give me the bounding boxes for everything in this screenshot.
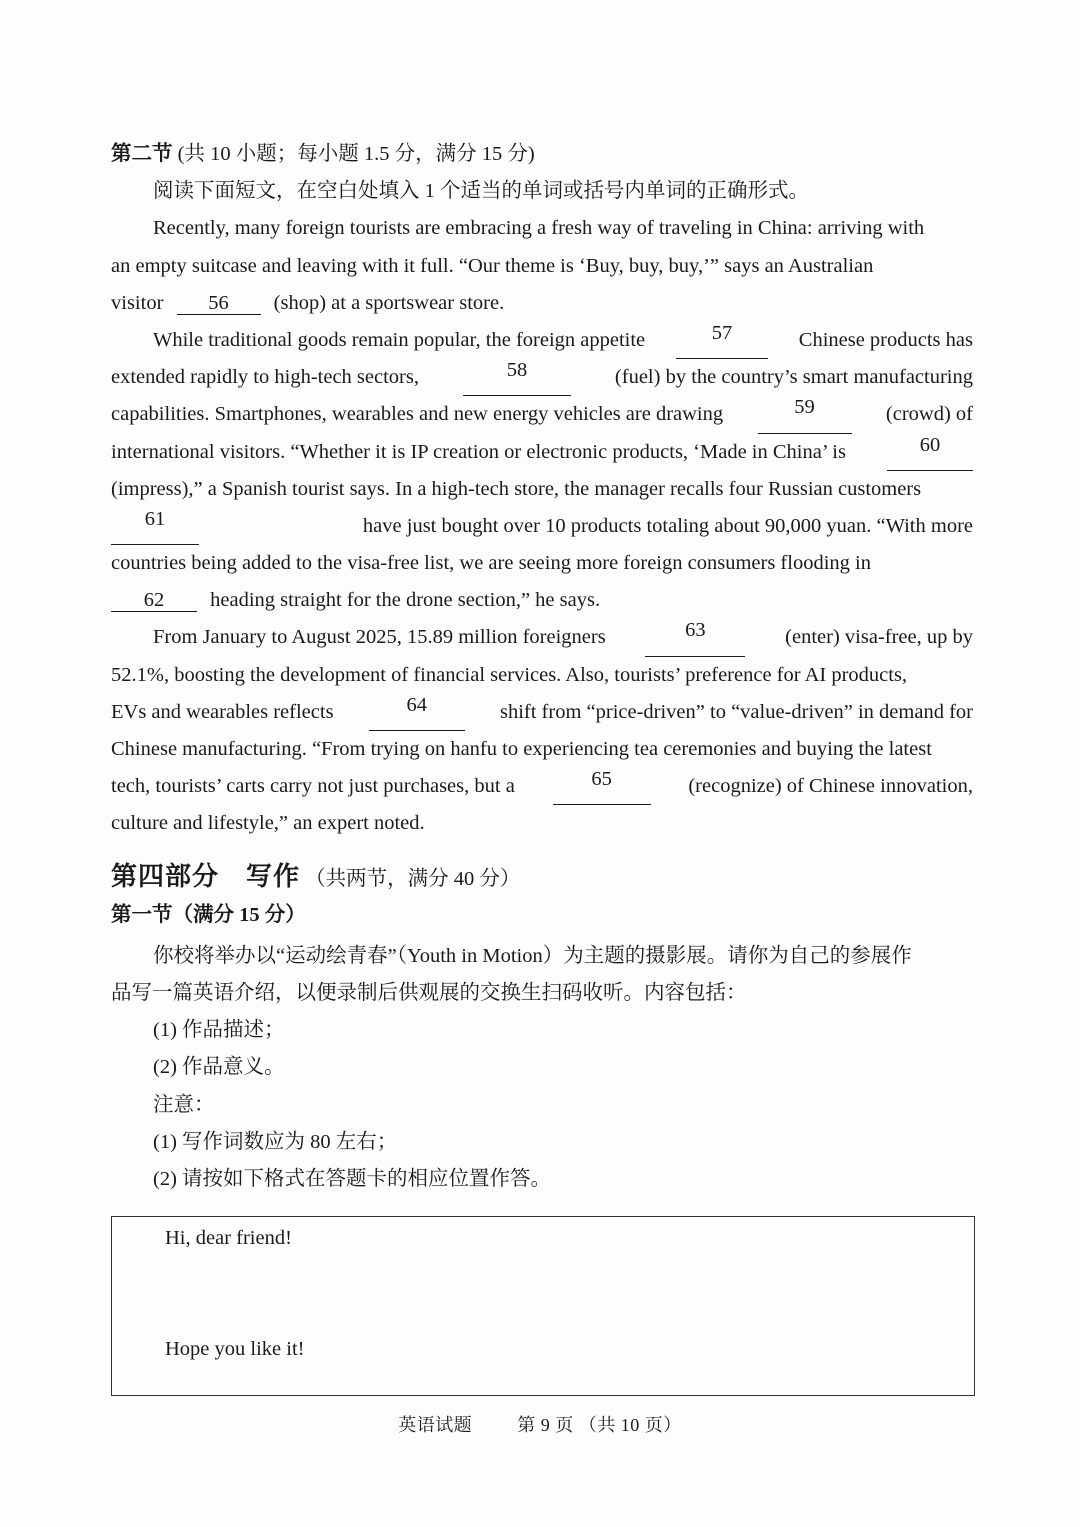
blank-59: 59 <box>758 396 852 433</box>
passage-text: While traditional goods remain popular, the foreign appetite <box>153 328 646 351</box>
blank-56: 56 <box>177 292 261 315</box>
passage-line <box>111 768 973 805</box>
section2-subtitle: (共 10 小题；每小题 1.5 分，满分 15 分) <box>177 143 535 165</box>
writing-prompt: 品写一篇英语介绍，以便录制后供观展的交换生扫码收听。内容包括： <box>111 981 747 1004</box>
letter-greeting: Hi, dear friend! <box>165 1227 292 1249</box>
note-title: 注意： <box>153 1093 215 1116</box>
letter-closing: Hope you like it! <box>165 1338 305 1360</box>
blank-65: 65 <box>553 768 651 805</box>
passage-text: extended rapidly to high-tech sectors, <box>111 366 419 389</box>
passage-line <box>111 210 973 247</box>
passage-line <box>111 508 973 545</box>
passage-text: countries being added to the visa-free list, we are seeing more foreign consumers flooding in <box>111 552 871 575</box>
passage-line <box>111 657 973 694</box>
passage-text: From January to August 2025, 15.89 million foreigners <box>153 626 606 649</box>
answer-format-box <box>111 1216 975 1396</box>
blank-61: 61 <box>111 508 199 545</box>
passage-line <box>111 434 973 471</box>
page-content <box>111 136 973 1198</box>
blank-62: 62 <box>111 589 197 612</box>
passage-text: Chinese manufacturing. “From trying on hanfu to experiencing tea ceremonies and buying the latest <box>111 738 932 760</box>
passage-line <box>111 285 973 322</box>
blank-60: 60 <box>887 434 973 471</box>
passage-text: Chinese products has <box>798 328 973 351</box>
passage-text: (impress),” a Spanish tourist says. In a high-tech store, the manager recalls four Russian customers <box>111 477 922 500</box>
content-item: (1) 作品描述； <box>153 1019 285 1042</box>
passage-line <box>111 805 973 842</box>
passage-text: capabilities. Smartphones, wearables and new energy vehicles are drawing <box>111 403 724 426</box>
note-item: (1) 写作词数应为 80 左右； <box>153 1130 398 1153</box>
passage-text: an empty suitcase and leaving with it full. “Our theme is ‘Buy, buy, buy,’” says an Australian <box>111 254 874 277</box>
passage-text: visitor <box>111 291 164 314</box>
passage-text: (fuel) by the country’s smart manufacturing <box>614 366 973 389</box>
passage-text: 52.1%, boosting the development of financial services. Also, tourists’ preference for AI products, <box>111 663 908 686</box>
passage-line <box>111 248 973 285</box>
passage-text: tech, tourists’ carts carry not just purchases, but a <box>111 775 515 798</box>
page-footer <box>0 1411 1080 1437</box>
section2-heading <box>111 136 973 173</box>
note-item: (2) 请按如下格式在答题卡的相应位置作答。 <box>153 1167 552 1190</box>
passage-line <box>111 396 973 433</box>
footer-page-number: 第 9 页 （共 10 页） <box>517 1415 682 1435</box>
passage-text: have just bought over 10 products totaling about 90,000 yuan. “With more <box>362 514 973 537</box>
passage-line <box>111 322 973 359</box>
passage-text: (recognize) of Chinese innovation, <box>688 775 973 798</box>
blank-63: 63 <box>645 619 745 656</box>
part4-section1-title: 第一节（满分 15 分） <box>111 903 306 926</box>
passage-text: shift from “price-driven” to “value-driven” in demand for <box>499 700 973 723</box>
passage-text: (enter) visa-free, up by <box>785 626 973 649</box>
blank-64: 64 <box>369 694 465 731</box>
passage-line <box>111 471 973 508</box>
passage-line <box>111 731 973 768</box>
passage-text: culture and lifestyle,” an expert noted. <box>111 812 425 835</box>
content-item: (2) 作品意义。 <box>153 1056 285 1079</box>
passage-line <box>111 619 973 656</box>
footer-subject: 英语试题 <box>398 1415 473 1435</box>
passage-text: EVs and wearables reflects <box>111 700 334 723</box>
passage-text: international visitors. “Whether it is IP creation or electronic products, ‘Made in China’ is <box>111 440 846 463</box>
part4-subtitle: （共两节，满分 40 分） <box>305 867 521 890</box>
blank-58: 58 <box>463 359 571 396</box>
part4-heading <box>111 857 973 897</box>
passage-line <box>111 694 973 731</box>
blank-57: 57 <box>676 322 768 359</box>
passage-line <box>111 582 973 619</box>
passage-text: (shop) at a sportswear store. <box>273 291 505 314</box>
passage-line <box>111 545 973 582</box>
part4-title: 第四部分 写作 <box>111 861 301 891</box>
passage-text: (crowd) of <box>885 403 973 426</box>
passage-text: heading straight for the drone section,” he says. <box>210 589 601 612</box>
section2-instruction: 阅读下面短文，在空白处填入 1 个适当的单词或括号内单词的正确形式。 <box>153 180 809 203</box>
passage-text: Recently, many foreign tourists are embracing a fresh way of traveling in China: arriving with <box>153 217 925 240</box>
section2-title: 第二节 <box>111 143 173 165</box>
passage-line <box>111 359 973 396</box>
writing-prompt: 你校将举办以“运动绘青春”（Youth in Motion）为主题的摄影展。请你为自己的参展作 <box>153 944 912 967</box>
